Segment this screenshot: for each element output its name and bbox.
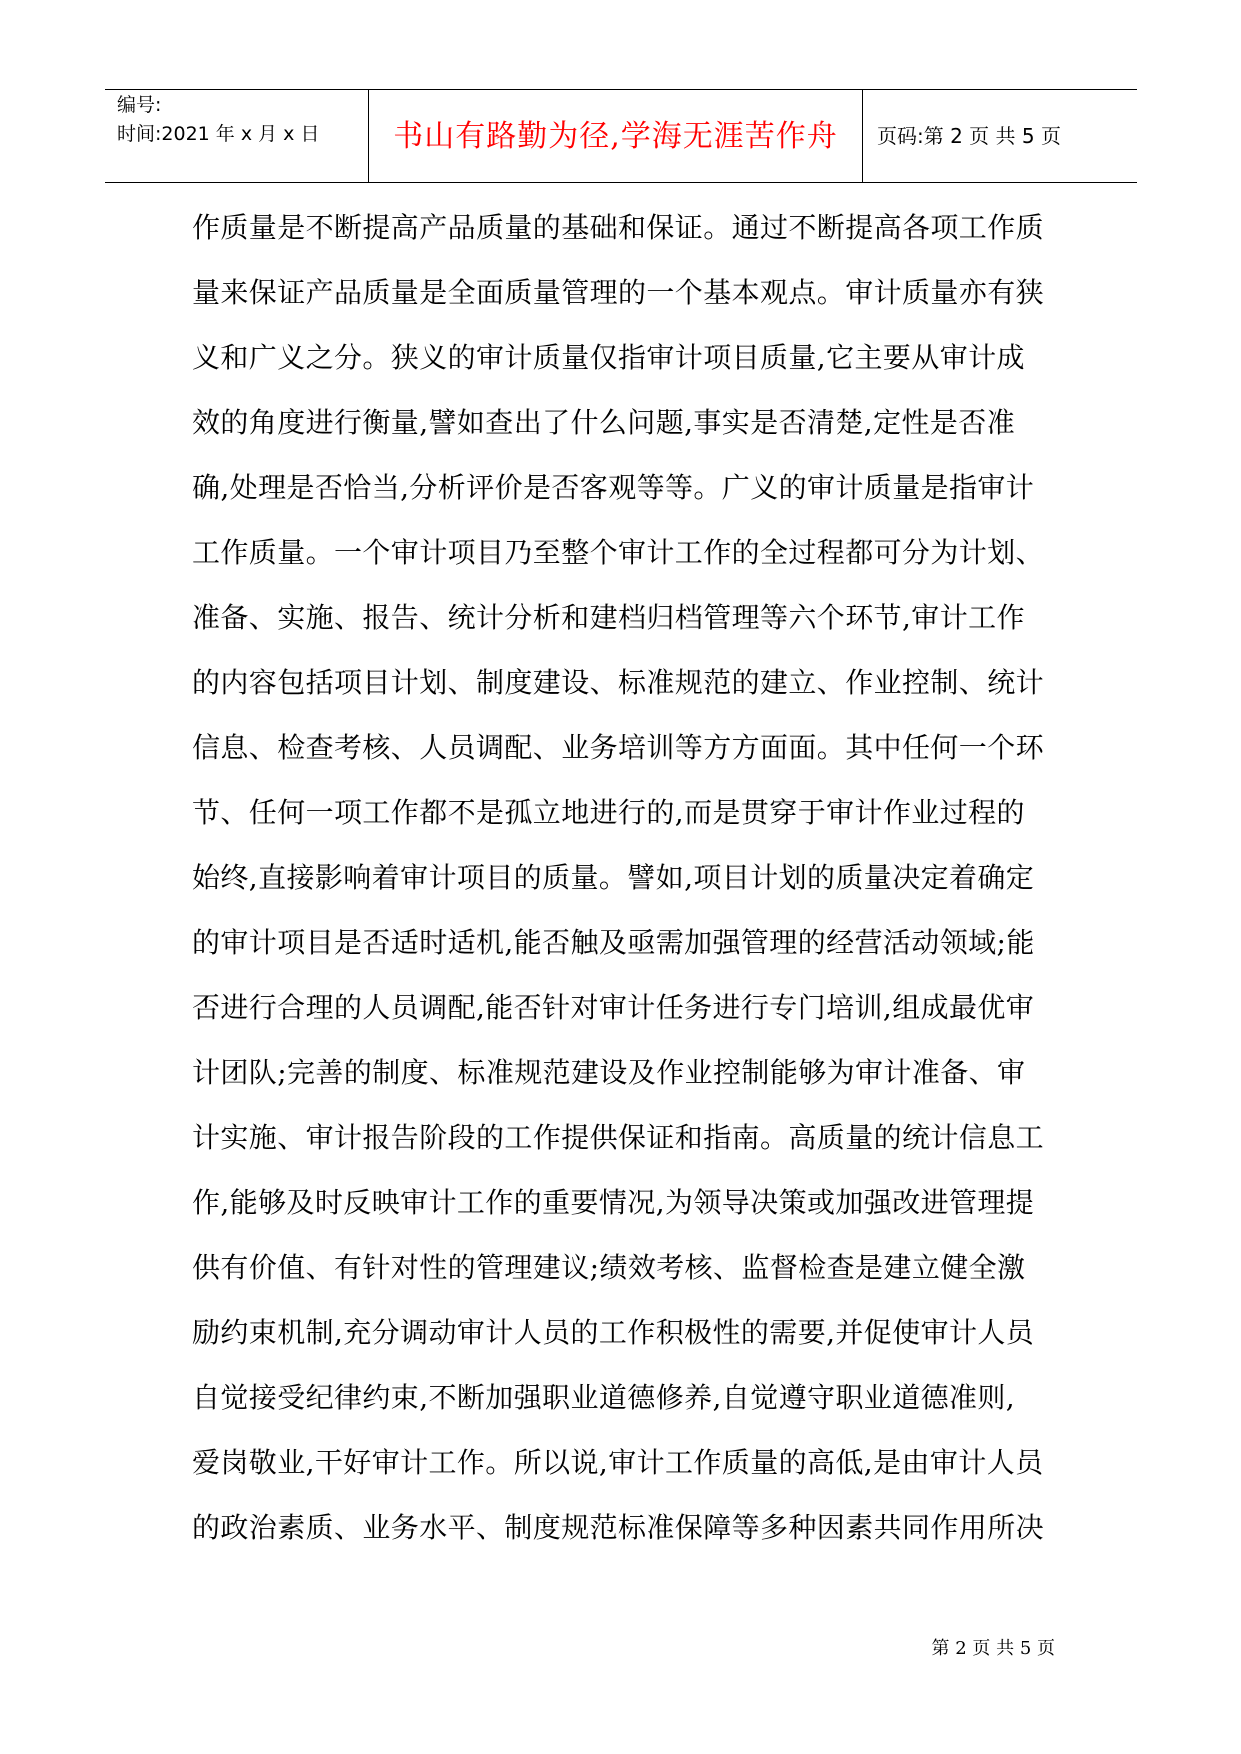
- document-number-label: 编号:: [117, 94, 162, 116]
- body-line: 作质量是不断提高产品质量的基础和保证。通过不断提高各项工作质: [192, 211, 1045, 244]
- body-line: 励约束机制,充分调动审计人员的工作积极性的需要,并促使审计人员: [192, 1316, 1035, 1349]
- body-line: 量来保证产品质量是全面质量管理的一个基本观点。审计质量亦有狭: [192, 276, 1045, 309]
- body-line: 的内容包括项目计划、制度建设、标准规范的建立、作业控制、统计: [192, 666, 1045, 699]
- page-footer: 第 2 页 共 5 页: [931, 1638, 1055, 1659]
- header-motto: 书山有路勤为径,学海无涯苦作舟: [393, 119, 838, 154]
- body-line: 义和广义之分。狭义的审计质量仅指审计项目质量,它主要从审计成: [192, 341, 1025, 374]
- header-page-cell: [863, 90, 1137, 182]
- body-line: 效的角度进行衡量,譬如查出了什么问题,事实是否清楚,定性是否准: [192, 406, 1016, 439]
- header-page-info: 页码:第 2 页 共 5 页: [877, 124, 1061, 148]
- body-line: 的审计项目是否适时适机,能否触及亟需加强管理的经营活动领域;能: [192, 926, 1035, 959]
- body-line: 准备、实施、报告、统计分析和建档归档管理等六个环节,审计工作: [192, 601, 1025, 634]
- body-line: 爱岗敬业,干好审计工作。所以说,审计工作质量的高低,是由审计人员: [192, 1446, 1044, 1479]
- body-line: 供有价值、有针对性的管理建议;绩效考核、监督检查是建立健全激: [192, 1251, 1026, 1284]
- body-line: 作,能够及时反映审计工作的重要情况,为领导决策或加强改进管理提: [192, 1186, 1035, 1219]
- body-line: 否进行合理的人员调配,能否针对审计任务进行专门培训,组成最优审: [192, 991, 1035, 1024]
- body-line: 确,处理是否恰当,分析评价是否客观等等。广义的审计质量是指审计: [192, 471, 1035, 504]
- body-line: 始终,直接影响着审计项目的质量。譬如,项目计划的质量决定着确定: [192, 861, 1035, 894]
- body-line: 节、任何一项工作都不是孤立地进行的,而是贯穿于审计作业过程的: [192, 796, 1025, 829]
- header-meta-cell: [105, 90, 369, 182]
- body-line: 计团队;完善的制度、标准规范建设及作业控制能够为审计准备、审: [192, 1056, 1026, 1089]
- document-date: 时间:2021 年 x 月 x 日: [117, 123, 320, 145]
- body-line: 信息、检查考核、人员调配、业务培训等方方面面。其中任何一个环: [192, 731, 1045, 764]
- document-header: [105, 89, 1137, 183]
- body-line: 计实施、审计报告阶段的工作提供保证和指南。高质量的统计信息工: [192, 1121, 1045, 1154]
- body-line: 的政治素质、业务水平、制度规范标准保障等多种因素共同作用所决: [192, 1511, 1045, 1544]
- body-line: 自觉接受纪律约束,不断加强职业道德修养,自觉遵守职业道德准则,: [192, 1381, 1016, 1414]
- body-text: [192, 195, 1072, 1560]
- body-line: 工作质量。一个审计项目乃至整个审计工作的全过程都可分为计划、: [192, 536, 1045, 569]
- header-motto-cell: [369, 90, 863, 182]
